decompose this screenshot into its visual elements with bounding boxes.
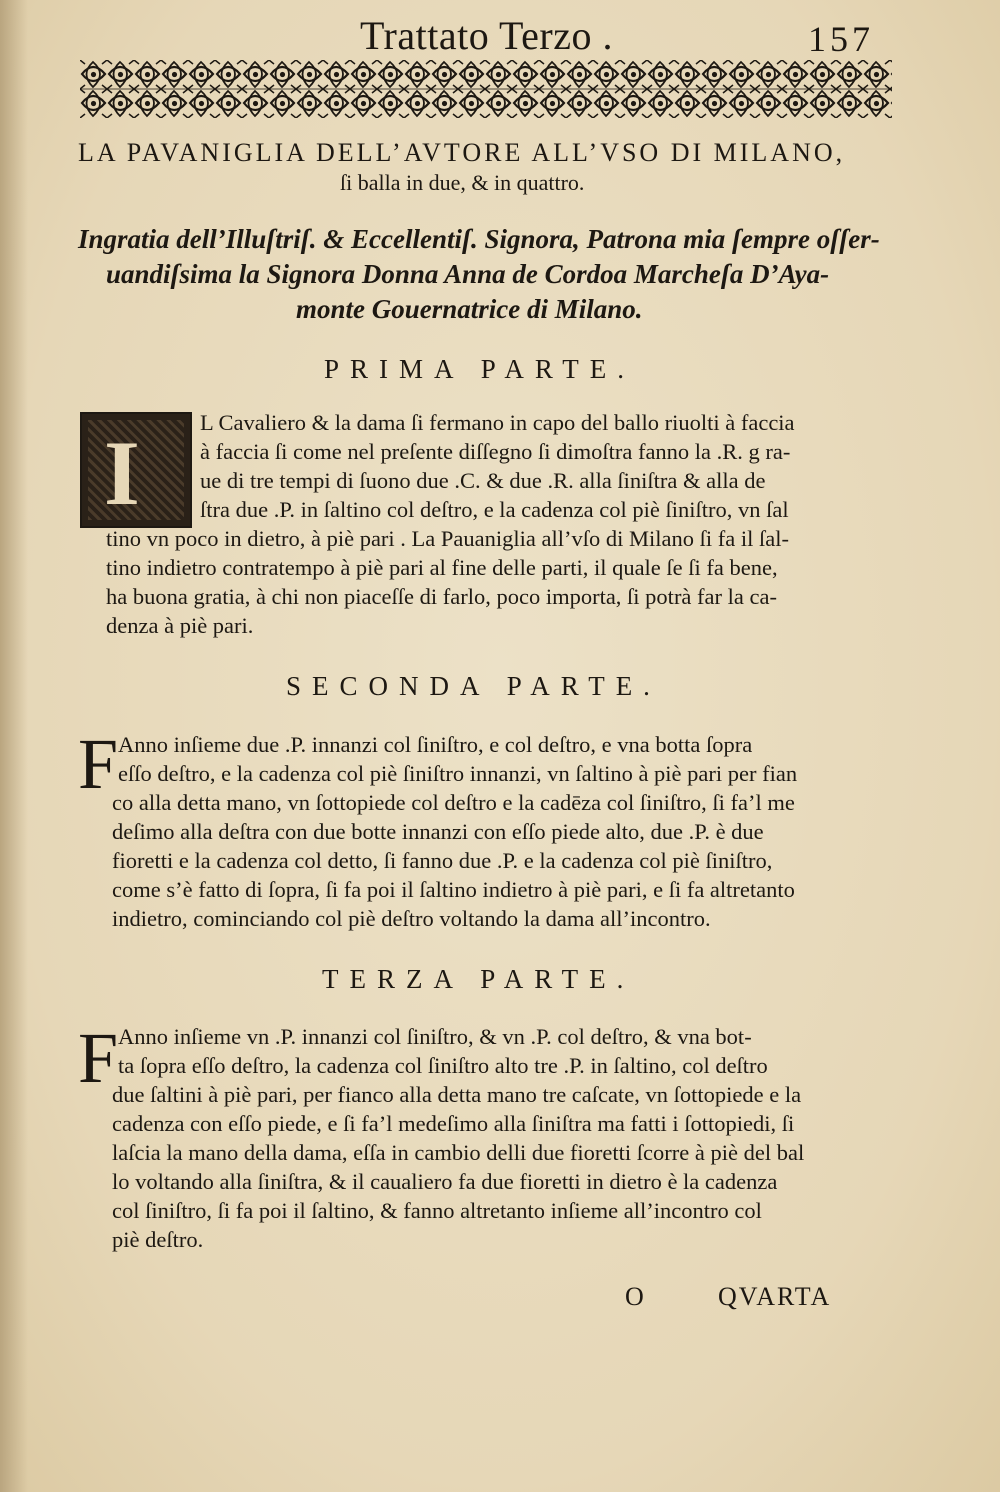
section-heading-prima: PRIMA PARTE. (324, 354, 635, 384)
ornament-band (80, 60, 892, 118)
text-line: tino indietro contratempo à piè pari al fine delle parti, il quale ſe ſi fa bene, (106, 555, 778, 580)
dedication-line: Ingratia dell’Illuſtriſ. & Eccellentiſ. Signora, Patrona mia ſempre oſſer- (78, 224, 880, 254)
text-line: come s’è fatto di ſopra, ſi fa poi il ſaltino indietro à piè pari, e ſi fa altretanto (112, 877, 795, 902)
text-line: indietro, cominciando col piè deſtro voltando la dama all’incontro. (112, 906, 711, 931)
decorated-initial (80, 412, 192, 528)
signature-mark: O (625, 1282, 646, 1311)
initial-letter: I (104, 422, 140, 524)
text-line: ue di tre tempi di ſuono due .C. & due .R. alla ſiniſtra & alla de (200, 468, 766, 493)
text-line: à faccia ſi come nel preſente diſſegno ſi dimoſtra fanno la .R. g ra- (200, 439, 791, 464)
text-line: fioretti e la cadenza col detto, ſi fanno due .P. e la cadenza col piè ſiniſtro, (112, 848, 773, 873)
dedication-line: monte Gouernatrice di Milano. (296, 294, 643, 324)
dedication-line: uandiſsima la Signora Donna Anna de Cordoa Marcheſa D’Aya- (106, 259, 830, 289)
text-line: co alla detta mano, vn ſottopiede col deſtro e la cadēza col ſiniſtro, ſi fa’l me (112, 790, 795, 815)
section-terza-body (112, 1080, 804, 1254)
text-line: ta ſopra eſſo deſtro, la cadenza col ſiniſtro alto tre .P. in ſaltino, col deſtro (118, 1053, 768, 1078)
section-seconda-intro (118, 730, 797, 788)
page-gutter-shadow (0, 0, 28, 1492)
section-prima-body (106, 524, 789, 640)
drop-capital: F (78, 724, 119, 804)
text-line: laſcia la mano della dama, eſſa in cambio delli due fioretti ſcorre à piè del bal (112, 1140, 805, 1165)
text-line: L Cavaliero & la dama ſi fermano in capo del ballo riuolti à faccia (200, 410, 795, 435)
text-line: denza à piè pari. (106, 613, 254, 638)
section-seconda-body (112, 788, 795, 933)
text-line: cadenza con eſſo piede, e ſi fa’l medeſimo alla ſiniſtra ma fatti i ſottopiedi, ſi (112, 1111, 795, 1136)
text-line: ſtra due .P. in ſaltino col deſtro, e la cadenza col piè ſiniſtro, vn ſal (200, 497, 789, 522)
section-heading-seconda: SECONDA PARTE. (286, 671, 661, 701)
section-heading-terza: TERZA PARTE. (322, 964, 635, 994)
running-head (0, 8, 1000, 58)
text-line: Anno inſieme vn .P. innanzi col ſiniſtro, & vn .P. col deſtro, & vna bot- (118, 1024, 752, 1049)
text-line: eſſo deſtro, e la cadenza col piè ſiniſtro innanzi, vn ſaltino à piè pari per fian (118, 761, 798, 786)
chapter-title: LA PAVANIGLIA DELL’AVTORE ALL’VSO DI MILANO, (78, 138, 846, 167)
dedication (78, 222, 908, 327)
chapter-subtitle: ſi balla in due, & in quattro. (340, 170, 585, 195)
catchword: QVARTA (718, 1282, 832, 1311)
page-number: 157 (808, 19, 874, 59)
text-line: col ſiniſtro, ſi fa poi il ſaltino, & fanno altretanto inſieme all’incontro col (112, 1198, 762, 1223)
section-terza-intro (118, 1022, 768, 1080)
section-prima-intro (200, 408, 795, 524)
text-line: piè deſtro. (112, 1227, 204, 1252)
text-line: Anno inſieme due .P. innanzi col ſiniſtro, e col deſtro, e vna botta ſopra (118, 732, 753, 757)
text-line: ha buona gratia, à chi non piaceſſe di farlo, poco importa, ſi potrà far la ca- (106, 584, 777, 609)
drop-capital: F (78, 1018, 119, 1098)
text-line: deſimo alla deſtra con due botte innanzi con eſſo piede alto, due .P. è due (112, 819, 764, 844)
text-line: due ſaltini à piè pari, per fianco alla detta mano tre caſcate, vn ſottopiede e la (112, 1082, 802, 1107)
text-line: tino vn poco in dietro, à piè pari . La Pauaniglia all’vſo di Milano ſi fa il ſal- (106, 526, 789, 551)
text-line: lo voltando alla ſiniſtra, & il caualiero fa due fioretti in dietro è la cadenza (112, 1169, 778, 1194)
running-title: Trattato Terzo . (360, 13, 613, 58)
